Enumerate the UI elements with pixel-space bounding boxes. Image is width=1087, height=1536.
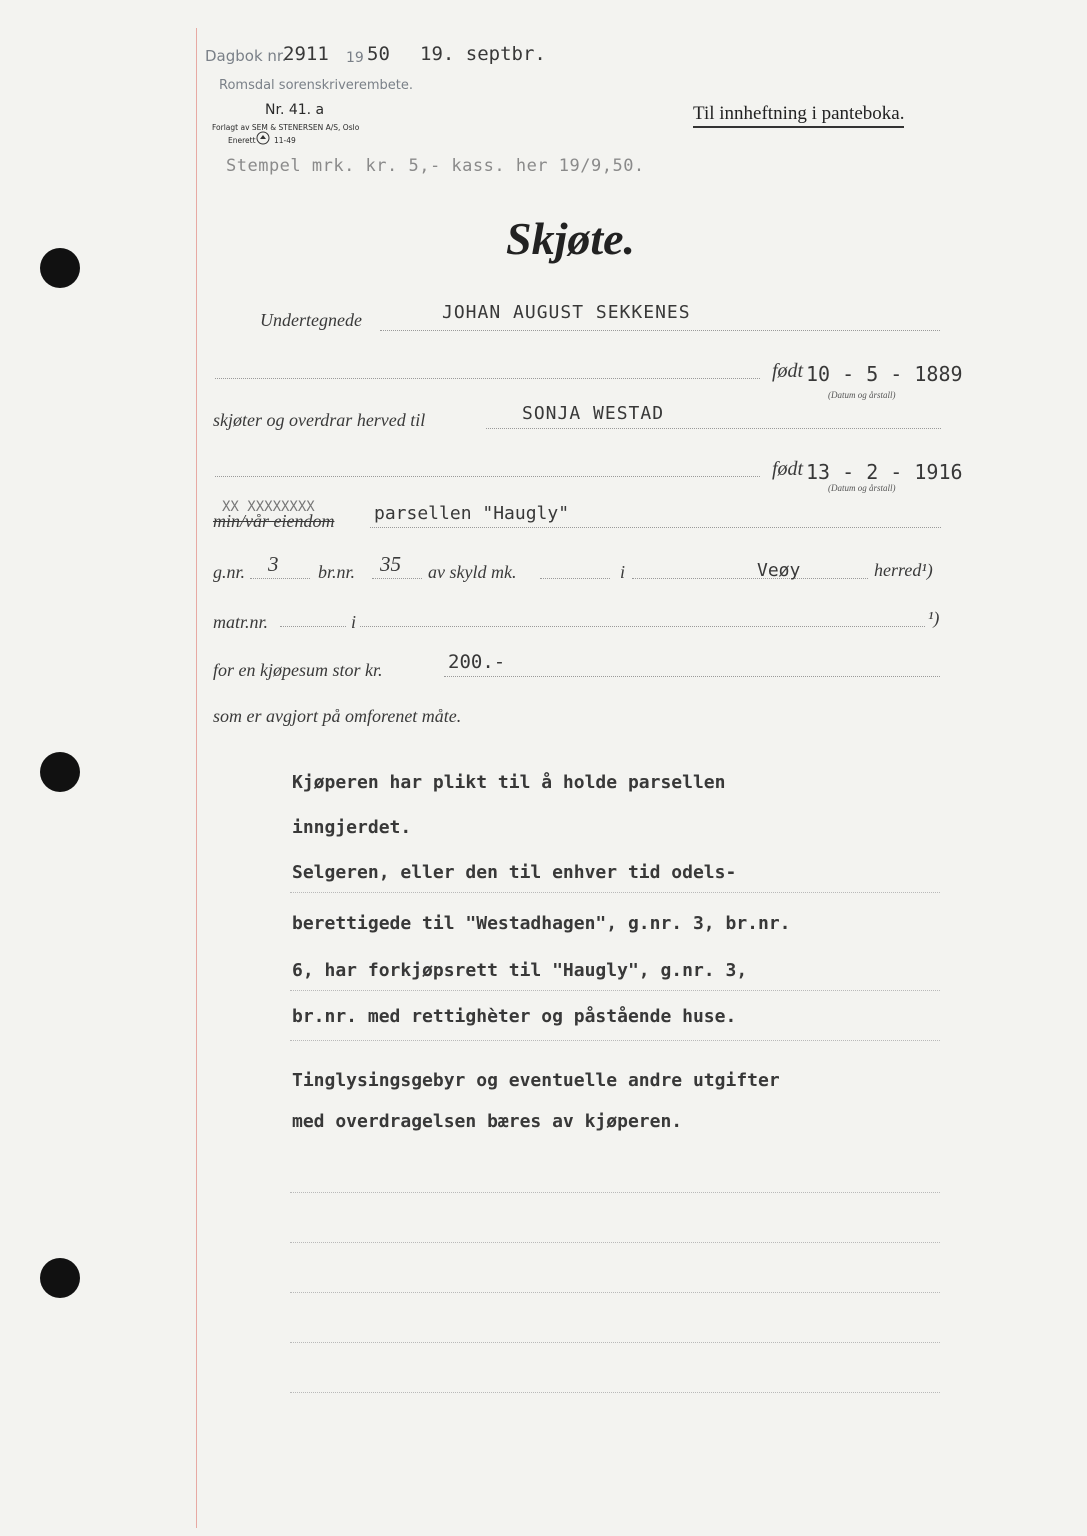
clause-line: Selgeren, eller den til enhver tid odels-: [292, 862, 737, 883]
gnr-value: 3: [268, 552, 279, 576]
gnr-line: [250, 578, 310, 579]
ruled-line: [290, 990, 940, 991]
binder-hole-top: [40, 248, 80, 288]
matr-label: matr.nr.: [213, 612, 269, 632]
seller-born-caption: (Datum og årstall): [828, 390, 896, 400]
price-line: [444, 676, 940, 677]
herred-line: [632, 578, 868, 579]
margin-line: [196, 28, 197, 1528]
property-line: [370, 527, 941, 528]
buyer-line: [486, 428, 941, 429]
seller-line: [380, 330, 940, 331]
settled-text: som er avgjort på omforenet måte.: [213, 706, 462, 726]
struck-text: XX XXXXXXXX: [222, 499, 315, 515]
seller-born-date: 10 - 5 - 1889: [806, 362, 963, 386]
gnr-label: g.nr.: [213, 562, 246, 582]
skyld-label: av skyld mk.: [428, 562, 517, 582]
buyer-name: SONJA WESTAD: [522, 403, 665, 424]
property-name: parsellen "Haugly": [374, 503, 570, 524]
matr-i-label: i: [351, 612, 357, 632]
publisher-line: Forlagt av SEM & STENERSEN A/S, Oslo: [212, 123, 360, 132]
buyer-born-label: født: [772, 458, 804, 480]
clause-line: inngjerdet.: [292, 817, 412, 838]
brnr-label: br.nr.: [318, 562, 356, 582]
ruled-line: [290, 1392, 940, 1393]
matr-line: [280, 626, 346, 627]
seller-born-label: født: [772, 360, 804, 382]
clause-line: med overdragelsen bæres av kjøperen.: [292, 1111, 683, 1132]
filing-note: Til innheftning i panteboka.: [693, 103, 904, 128]
ruled-line: [290, 892, 940, 893]
buyer-born-date: 13 - 2 - 1916: [806, 460, 963, 484]
dagbok-label: Dagbok nr.: [205, 47, 287, 65]
ruled-line: [290, 1342, 940, 1343]
seller-label: Undertegnede: [260, 310, 362, 330]
herred-value: Veøy: [757, 560, 801, 581]
herred-label: herred¹): [874, 560, 933, 580]
buyer-born-caption: (Datum og årstall): [828, 483, 896, 493]
brnr-line: [372, 578, 422, 579]
ruled-line: [290, 1292, 940, 1293]
office-stamp: Romsdal sorenskriverembete.: [219, 78, 413, 93]
binder-hole-middle: [40, 752, 80, 792]
clause-line: br.nr. med rettighèter og påstående huse.: [292, 1006, 737, 1027]
clause-line: berettigede til "Westadhagen", g.nr. 3, br.nr.: [292, 913, 791, 934]
ruled-line: [290, 1242, 940, 1243]
property-label: min/vår eiendom: [213, 511, 335, 531]
publisher-logo-icon: [256, 131, 270, 145]
year: 50: [367, 43, 390, 65]
seller-name: JOHAN AUGUST SEKKENES: [442, 302, 691, 323]
buyer-line-2: [215, 476, 760, 477]
price-amount: 200.-: [448, 651, 506, 673]
date: 19. septbr.: [420, 43, 546, 65]
clause-line: Kjøperen har plikt til å holde parsellen: [292, 772, 726, 793]
brnr-value: 35: [380, 552, 401, 576]
matr-end: ¹): [928, 608, 940, 628]
matr-line-2: [360, 626, 925, 627]
price-label: for en kjøpesum stor kr.: [213, 660, 383, 680]
buyer-label: skjøter og overdrar herved til: [213, 410, 426, 430]
clause-line: Tinglysingsgebyr og eventuelle andre utgifter: [292, 1070, 780, 1091]
ruled-line: [290, 1192, 940, 1193]
skyld-line: [540, 578, 610, 579]
ruled-line: [290, 1040, 940, 1041]
publisher-code: 11-49: [274, 136, 296, 145]
dagbok-number: 2911: [283, 43, 329, 65]
binder-hole-bottom: [40, 1258, 80, 1298]
form-number: Nr. 41. a: [265, 102, 325, 118]
clause-line: 6, har forkjøpsrett til "Haugly", g.nr. 3,: [292, 960, 748, 981]
year-prefix: 19: [346, 50, 364, 66]
document-title: Skjøte.: [506, 213, 636, 264]
publisher-enerett: Enerett: [228, 136, 256, 145]
i-label: i: [620, 562, 626, 582]
stamp-duty-note: Stempel mrk. kr. 5,- kass. her 19/9,50.: [226, 156, 645, 176]
seller-line-2: [215, 378, 760, 379]
